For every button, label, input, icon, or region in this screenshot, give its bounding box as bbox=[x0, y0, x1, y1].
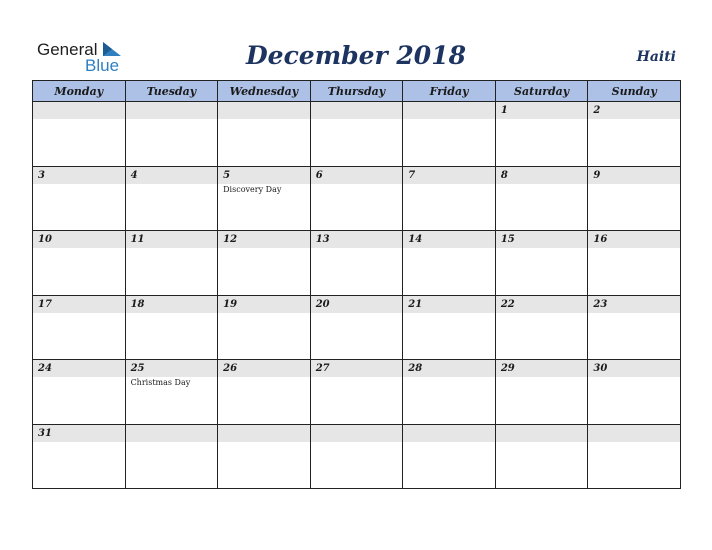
day-number-band bbox=[126, 167, 218, 184]
day-number: 6 bbox=[315, 169, 323, 181]
day-number: 14 bbox=[408, 234, 423, 245]
weekday-header-friday: Friday bbox=[403, 81, 496, 102]
day-cell bbox=[218, 167, 311, 232]
day-number-band bbox=[588, 167, 680, 184]
logo-text-general: General bbox=[37, 40, 98, 59]
day-cell bbox=[311, 296, 404, 361]
day-number: 23 bbox=[593, 298, 608, 310]
weekday-header-saturday: Saturday bbox=[496, 81, 589, 102]
day-number-band bbox=[126, 102, 218, 119]
day-number: 28 bbox=[408, 363, 423, 374]
day-cell bbox=[126, 425, 219, 490]
day-cell bbox=[588, 360, 681, 425]
day-cell bbox=[33, 360, 126, 425]
day-cell bbox=[218, 296, 311, 361]
day-number: 11 bbox=[130, 234, 145, 245]
day-number-band bbox=[496, 102, 588, 119]
day-cell bbox=[218, 425, 311, 490]
day-number-band bbox=[311, 167, 403, 184]
weekday-header-tuesday: Tuesday bbox=[126, 81, 219, 102]
day-cell bbox=[403, 360, 496, 425]
day-cell bbox=[403, 296, 496, 361]
day-number: 1 bbox=[500, 105, 508, 116]
day-number-band bbox=[311, 102, 403, 119]
day-number: 30 bbox=[593, 363, 608, 374]
day-cell bbox=[33, 296, 126, 361]
day-cell bbox=[403, 425, 496, 490]
day-cell bbox=[126, 296, 219, 361]
day-number: 10 bbox=[38, 234, 52, 245]
day-cell bbox=[218, 102, 311, 167]
day-number: 13 bbox=[315, 234, 330, 245]
day-cell bbox=[126, 102, 219, 167]
day-number: 7 bbox=[408, 169, 416, 181]
day-number-band bbox=[588, 425, 680, 442]
page-title: December 2018 bbox=[245, 41, 466, 70]
day-number: 19 bbox=[223, 298, 238, 310]
day-cell bbox=[588, 102, 681, 167]
day-number: 26 bbox=[223, 363, 238, 374]
day-number: 20 bbox=[315, 298, 330, 310]
day-number: 16 bbox=[593, 234, 608, 245]
day-cell bbox=[496, 102, 589, 167]
logo-text-blue: Blue bbox=[85, 56, 120, 75]
day-cell bbox=[588, 231, 681, 296]
day-number-band bbox=[218, 102, 310, 119]
day-cell bbox=[588, 425, 681, 490]
day-number-band bbox=[403, 167, 495, 184]
day-number-band bbox=[33, 102, 125, 119]
day-number-band bbox=[311, 425, 403, 442]
calendar-grid bbox=[32, 80, 681, 489]
weekday-header-thursday: Thursday bbox=[311, 81, 404, 102]
day-cell bbox=[311, 360, 404, 425]
day-cell bbox=[33, 102, 126, 167]
day-number-band bbox=[403, 425, 495, 442]
day-number: 29 bbox=[500, 363, 515, 374]
day-number: 18 bbox=[130, 298, 145, 310]
day-number-band bbox=[496, 425, 588, 442]
day-cell bbox=[126, 360, 219, 425]
day-number-band bbox=[33, 167, 125, 184]
holiday-label: Discovery Day bbox=[223, 184, 282, 194]
day-cell bbox=[588, 167, 681, 232]
day-cell bbox=[311, 102, 404, 167]
day-number: 9 bbox=[593, 169, 601, 181]
day-cell bbox=[33, 425, 126, 490]
day-cell bbox=[126, 231, 219, 296]
day-cell bbox=[496, 360, 589, 425]
day-number: 3 bbox=[38, 169, 45, 181]
day-number: 31 bbox=[38, 427, 52, 439]
day-number: 15 bbox=[500, 234, 515, 245]
day-number: 24 bbox=[38, 363, 52, 374]
day-number-band bbox=[218, 425, 310, 442]
day-number: 12 bbox=[223, 234, 238, 245]
day-number: 22 bbox=[500, 298, 515, 310]
day-cell bbox=[218, 231, 311, 296]
day-cell bbox=[403, 102, 496, 167]
weekday-header-sunday: Sunday bbox=[588, 81, 681, 102]
day-number-band bbox=[588, 102, 680, 119]
day-number: 25 bbox=[130, 363, 145, 374]
day-cell bbox=[311, 167, 404, 232]
day-cell bbox=[496, 296, 589, 361]
day-cell bbox=[311, 425, 404, 490]
weekday-header-wednesday: Wednesday bbox=[218, 81, 311, 102]
day-cell bbox=[496, 231, 589, 296]
day-number-band bbox=[218, 167, 310, 184]
weekday-header-monday: Monday bbox=[33, 81, 126, 102]
day-cell bbox=[588, 296, 681, 361]
country-label: Haiti bbox=[636, 49, 676, 65]
day-cell bbox=[496, 425, 589, 490]
day-number-band bbox=[496, 167, 588, 184]
day-number: 4 bbox=[130, 169, 138, 181]
day-number-band bbox=[403, 102, 495, 119]
day-cell bbox=[33, 231, 126, 296]
day-cell bbox=[33, 167, 126, 232]
day-number-band bbox=[126, 425, 218, 442]
day-number: 8 bbox=[500, 169, 508, 181]
day-cell bbox=[311, 231, 404, 296]
day-cell bbox=[403, 167, 496, 232]
day-cell bbox=[126, 167, 219, 232]
day-number: 27 bbox=[315, 363, 330, 374]
day-number: 2 bbox=[593, 105, 601, 116]
day-cell bbox=[218, 360, 311, 425]
day-cell bbox=[496, 167, 589, 232]
day-cell bbox=[403, 231, 496, 296]
holiday-label: Christmas Day bbox=[130, 378, 191, 387]
day-number: 5 bbox=[223, 169, 231, 181]
day-number: 21 bbox=[408, 298, 423, 310]
day-number: 17 bbox=[38, 298, 52, 310]
